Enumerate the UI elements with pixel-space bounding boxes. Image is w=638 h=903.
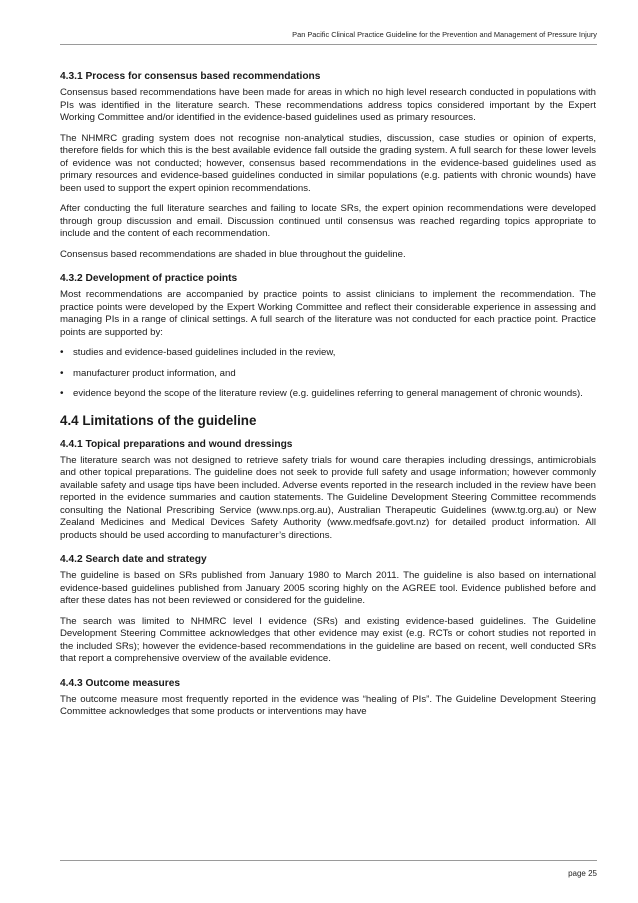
practice-points-sources-list bbox=[60, 347, 596, 401]
paragraph-4-4-2-a: The guideline is based on SRs published from January 1980 to March 2011. The guideline is also based on international evidence-based guidelines published from January 2005 scoring highly on the AGREE tool. Evidence published before and after these dates has not been reviewed or considered for the guideline. bbox=[60, 570, 596, 606]
paragraph-4-3-2-a: Most recommendations are accompanied by practice points to assist clinicians to implement the recommendation. The practice points were developed by the Expert Working Committee and reflect their considerable experience in assessing and managing PIs in a range of clinical settings. A full search of the literature was not conducted for each practice point. Practice points are supported by: bbox=[60, 289, 596, 338]
paragraph-4-4-3-a: The outcome measure most frequently reported in the evidence was “healing of PIs”. The Guideline Development Steering Committee acknowledges that some products or interventions may have bbox=[60, 693, 596, 717]
heading-4-4-1: 4.4.1 Topical preparations and wound dressings bbox=[60, 438, 293, 450]
heading-4-3-1: 4.3.1 Process for consensus based recommendations bbox=[60, 71, 321, 82]
list-item bbox=[60, 388, 596, 401]
paragraph-4-3-1-c: After conducting the full literature searches and failing to locate SRs, the expert opinion recommendations were developed through group discussion and email. Discussion continued until consensus was reached regarding topics appropriate to include and the content of each recommendation. bbox=[60, 203, 596, 239]
paragraph-4-3-1-b: The NHMRC grading system does not recognise non-analytical studies, discussion, case studies or opinion of experts, therefore fields for which this is the best available evidence fall outside the grading system. A full search for these lower levels of evidence was not conducted; however, consensus based recommendations in the evidence-based guidelines used as primary resources and evidence-based guidelines conducted in similar populations (e.g. patients with chronic wounds) have been used to support the expert opinion recommendations. bbox=[60, 132, 596, 194]
paragraph-4-4-2-b: The search was limited to NHMRC level I evidence (SRs) and existing evidence-based guidelines. The Guideline Development Steering Committee acknowledges that other evidence may exist (e.g. RCTs or cohort studies not reported in the included SRs); however the evidence-based recommendations in the guideline are based on recent, well conducted SRs that report a comprehensive overview of the available evidence. bbox=[60, 615, 596, 664]
running-header: Pan Pacific Clinical Practice Guideline for the Prevention and Management of Pressure Injury bbox=[292, 30, 597, 39]
heading-4-4-3: 4.4.3 Outcome measures bbox=[60, 677, 181, 689]
footer-divider bbox=[60, 860, 597, 861]
page-number: page 25 bbox=[568, 869, 597, 878]
header-divider bbox=[60, 44, 597, 45]
bullet-icon: • bbox=[60, 367, 64, 379]
paragraph-4-4-1-a: The literature search was not designed to retrieve safety trials for wound care therapies including dressings, antimicrobials and other topical preparations. The guideline does not seek to provide full safety and usage information; however commonly available safety and usage tips have been included. Adverse events reported in the research included in the review have been reported in the evidence summaries and caution statements. The Guideline Development Steering Committee recommends consulting the National Prescribing Service (www.nps.org.au), Australian Therapeutic Guidelines (www.tg.org.au) or New Zealand Medicines and Medical Devices Safety Authority (www.medfsafe.govt.nz) for detailed product information. All products should be used according to manufacturer’s directions. bbox=[60, 454, 596, 541]
list-item-text: manufacturer product information, and bbox=[73, 367, 236, 379]
list-item bbox=[60, 347, 596, 360]
heading-4-4-2: 4.4.2 Search date and strategy bbox=[60, 554, 207, 565]
heading-4-3-2: 4.3.2 Development of practice points bbox=[60, 273, 238, 284]
bullet-icon: • bbox=[60, 388, 64, 399]
heading-4-4: 4.4 Limitations of the guideline bbox=[60, 412, 257, 428]
list-item bbox=[60, 368, 596, 381]
list-item-text: studies and evidence-based guidelines included in the review, bbox=[73, 347, 336, 358]
paragraph-4-3-1-a: Consensus based recommendations have been made for areas in which no high level research conducted in populations with PIs was identified in the literature search. These recommendations address topics considered important by the Expert Working Committee and/or identified in the evidence-based guidelines used as primary resources. bbox=[60, 87, 596, 123]
page-body bbox=[60, 70, 596, 727]
paragraph-4-3-1-d: Consensus based recommendations are shaded in blue throughout the guideline. bbox=[60, 248, 406, 260]
bullet-icon: • bbox=[60, 347, 64, 358]
list-item-text: evidence beyond the scope of the literature review (e.g. guidelines referring to general management of chronic wounds). bbox=[73, 388, 583, 399]
